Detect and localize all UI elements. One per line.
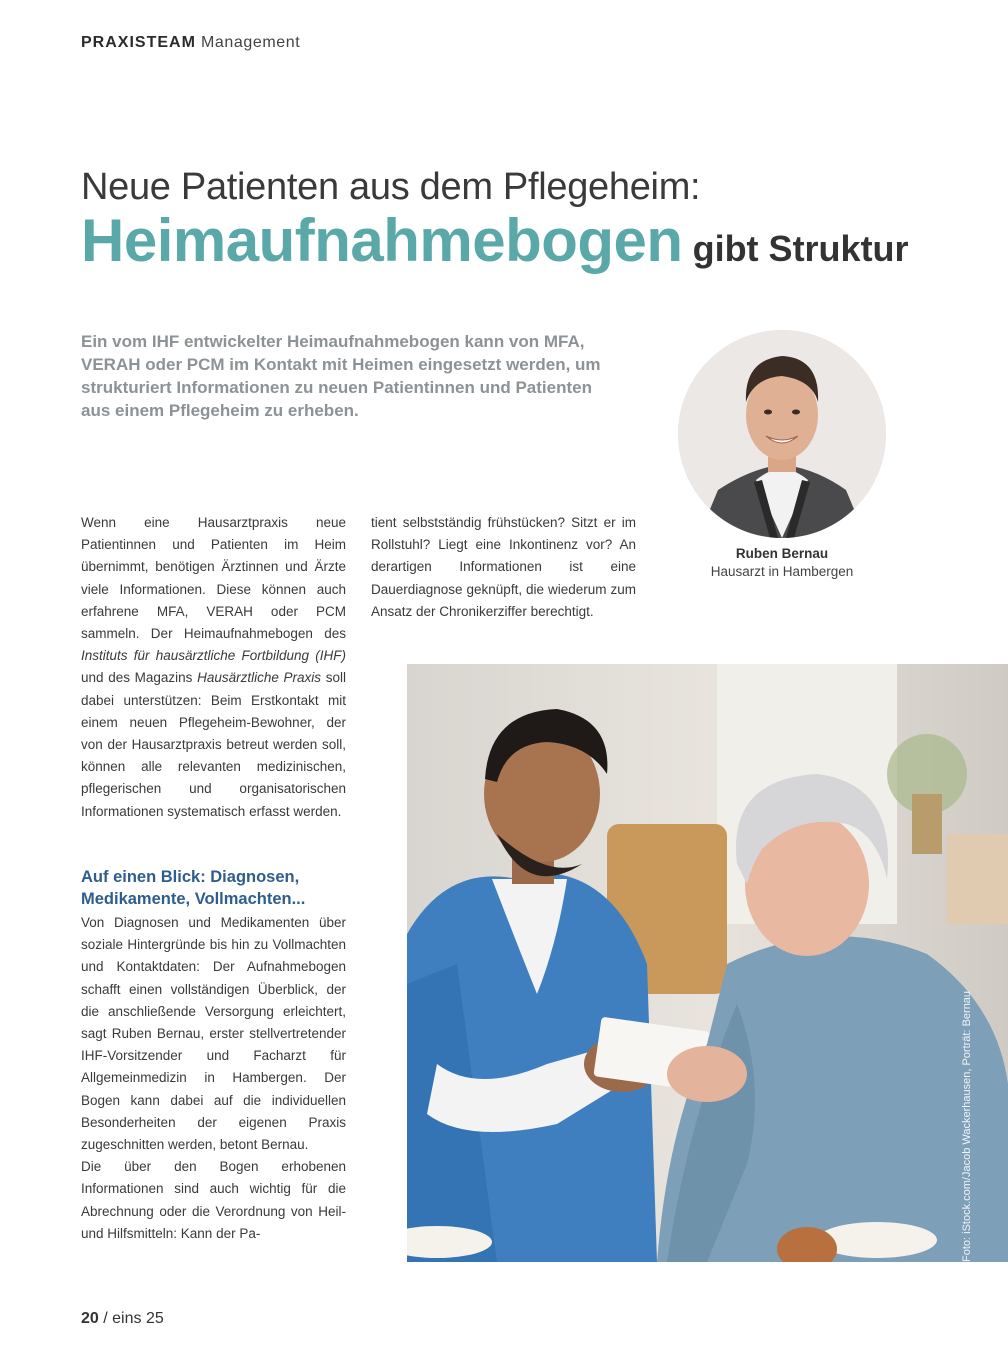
body-paragraph-3: Die über den Bogen erhobenen Informationen sind auch wichtig für die Abrechnung oder die Verordnung von Heil- und Hilfsmitteln: Kann der Pa-: [81, 1159, 346, 1241]
body-column-2: [371, 512, 636, 623]
portrait-name: Ruben Bernau: [735, 546, 829, 561]
section-label: PRAXISTEAM: [81, 34, 196, 51]
portrait-role: Hausarzt in Hambergen: [710, 564, 854, 579]
page-number: 20: [81, 1310, 99, 1327]
caregiver-photo: [407, 664, 1008, 1262]
photo-credit: Foto: iStock.com/Jacob Wackerhausen, Porträt: Bernau: [961, 990, 973, 1262]
page-title-line1: Neue Patienten aus dem Pflegeheim:: [81, 166, 701, 208]
subsection-label: Management: [200, 34, 301, 51]
body-column-1: [81, 512, 346, 823]
page-title-line2: [81, 206, 909, 275]
section-header: [81, 34, 300, 52]
body-paragraph-1: Wenn eine Hausarztpraxis neue Patientinnen und Patienten im Heim übernimmt, benötigen Ärztinnen und Ärzte viele Informationen. Diese können auch erfahrene MFA, VERAH oder PCM sammeln. Der Heimaufnahmebogen des Instituts für hausärztliche Fortbildung (IHF) und des Magazins Hausärztliche Praxis soll dabei unterstützen: Beim Erstkontakt mit einem neuen Pflegeheim-Bewohner, der von der Hausarztpraxis betreut werden soll, können alle relevanten medizinischen, pflegerischen und organisatorischen Informationen systematisch erfasst werden.: [81, 515, 346, 819]
title-rest: gibt Struktur: [692, 228, 909, 269]
lead-paragraph: Ein vom IHF entwickelter Heimaufnahmebogen kann von MFA, VERAH oder PCM im Kontakt mit Heimen eingesetzt werden, um strukturiert Informationen zu neuen Patientinnen und Patienten aus einem Pflegeheim zu erheben.: [81, 332, 601, 420]
subheading: Auf einen Blick: Diagnosen, Medikamente, Vollmachten...: [81, 868, 306, 908]
page-footer: [81, 1310, 164, 1328]
portrait-photo: [678, 330, 886, 538]
issue-label: / eins 25: [103, 1310, 164, 1327]
title-highlight: Heimaufnahmebogen: [81, 207, 683, 274]
body-paragraph-2: Von Diagnosen und Medikamenten über soziale Hintergründe bis hin zu Vollmachten und Kontaktdaten: Der Aufnahmebogen schafft einen vollständigen Überblick, der die anschließende Versorgung erleichtert, sagt Ruben Bernau, erster stellvertretender IHF-Vorsitzender und Facharzt für Allgemeinmedizin in Hambergen. Der Bogen kann dabei auf die individuellen Besonderheiten der eigenen Praxis zugeschnitten werden, betont Bernau.: [81, 915, 346, 1153]
body-column-1-continued: [81, 912, 346, 1245]
body-paragraph-col2: tient selbstständig frühstücken? Sitzt er im Rollstuhl? Liegt eine Inkontinenz vor? An derartigen Informationen ist eine Dauerdiagnose geknüpft, die wiederum zum Ansatz der Chronikerziffer berechtigt.: [371, 515, 636, 619]
